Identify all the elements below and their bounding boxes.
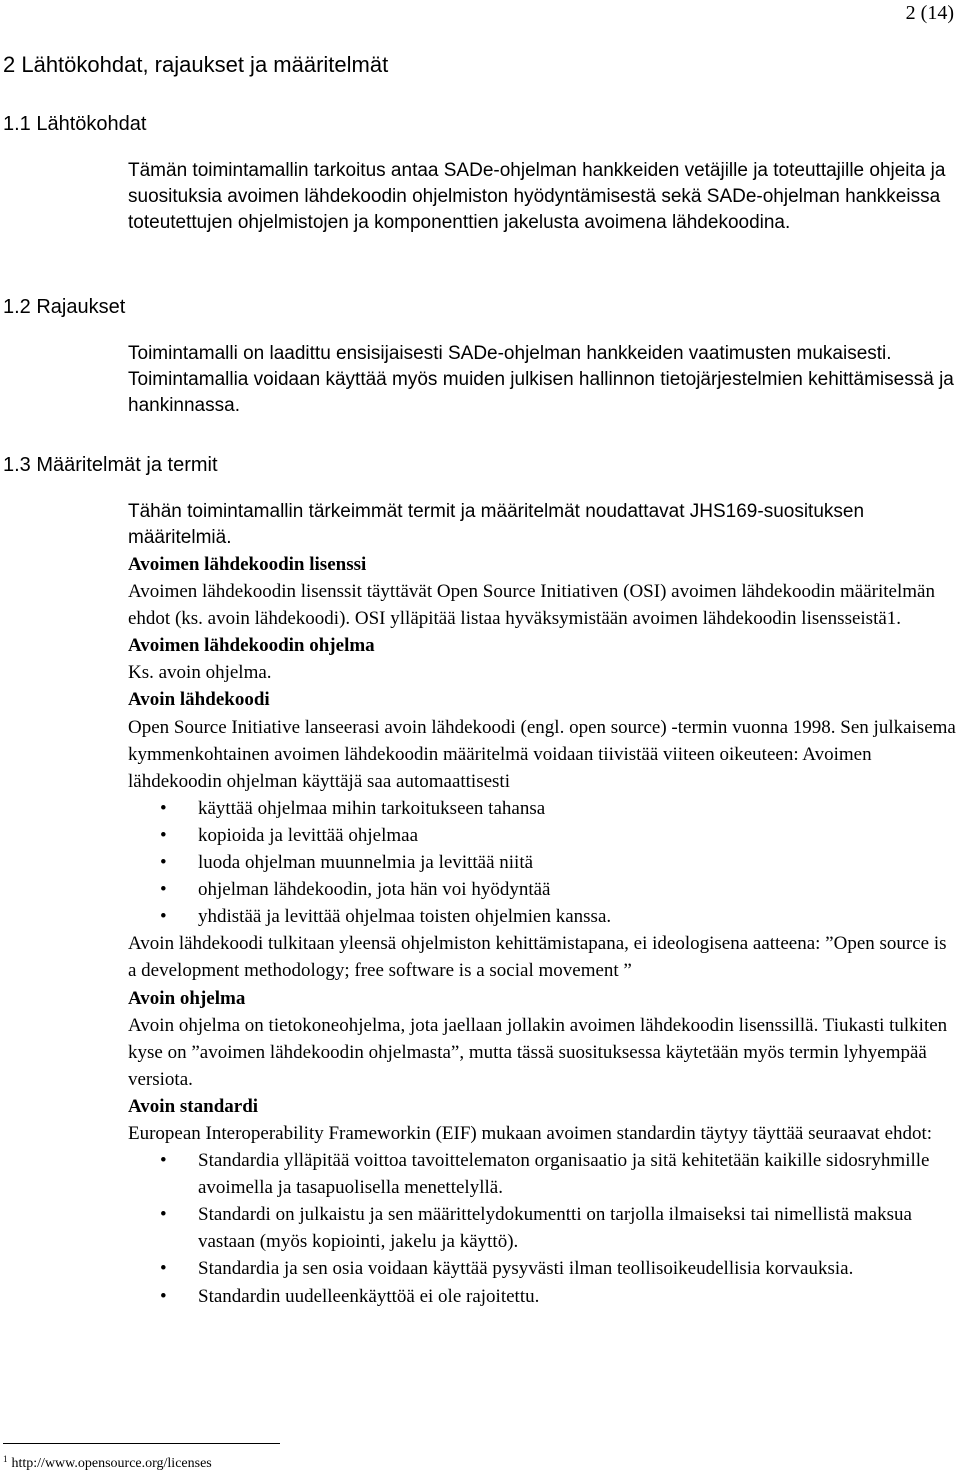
bullet-icon: •: [160, 824, 167, 846]
term-title-standard: Avoin standardi: [128, 1095, 259, 1117]
term-after-opensource: Avoin lähdekoodi tulkitaan yleensä ohjelmiston kehittämistapana, ei ideologisena aatteena: ”Open source is a development methodology; free software is a social movement ”: [128, 933, 947, 982]
bullet-icon: •: [160, 1285, 167, 1307]
term-text-standard: European Interoperability Frameworkin (EIF) mukaan avoimen standardin täytyy täyttää seuraavat ehdot:: [128, 1122, 933, 1144]
term-text-license: Avoimen lähdekoodin lisenssit täyttävät Open Source Initiativen (OSI) avoimen lähdekoodin määritelmän ehdot (ks. avoin lähdekoodi). OSI ylläpitää listaa hyväksymistään avoimen lähdekoodin lisensseistä1.: [128, 581, 935, 630]
list-item: • yhdistää ja levittää ohjelmaa toisten ohjelmien kanssa.: [128, 903, 958, 930]
bullet-icon: •: [160, 852, 167, 874]
bullet-icon: •: [160, 906, 167, 928]
opensource-rights-list: [128, 795, 958, 930]
page-number: 2 (14): [905, 2, 954, 24]
bullet-icon: •: [160, 1204, 167, 1226]
list-item: • käyttää ohjelmaa mihin tarkoitukseen tahansa: [128, 795, 958, 822]
definitions-block: [128, 551, 958, 1310]
list-item: • ohjelman lähdekoodin, jota hän voi hyödyntää: [128, 876, 958, 903]
section-heading-lahtokohdat: 1.1 Lähtökohdat: [3, 113, 147, 135]
list-item: • Standardia ylläpitää voittoa tavoittelematon organisaatio ja sitä kehitetään kaikille sidosryhmille avoimella ja tasapuolisella menettelyllä.: [128, 1147, 958, 1201]
list-item: • Standardi on julkaistu ja sen määrittelydokumentti on tarjolla ilmaiseksi tai nimellistä maksua vastaan (myös kopiointi, jakelu ja käyttö).: [128, 1201, 958, 1255]
bullet-icon: •: [160, 1150, 167, 1172]
list-item: • luoda ohjelman muunnelmia ja levittää niitä: [128, 849, 958, 876]
section-text-lahtokohdat: Tämän toimintamallin tarkoitus antaa SADe-ohjelman hankkeiden vetäjille ja toteuttajille ohjeita ja suosituksia avoimen lähdekoodin ohjelmiston hyödyntämisestä sekä SADe-ohjelman hankkeissa toteutettujen ohjelmistojen ja komponenttien jakelusta avoimena lähdekoodina.: [128, 160, 946, 233]
chapter-title: 2 Lähtökohdat, rajaukset ja määritelmät: [3, 52, 389, 77]
section-heading-maaritelmat: 1.3 Määritelmät ja termit: [3, 454, 218, 476]
term-title-license: Avoimen lähdekoodin lisenssi: [128, 554, 367, 575]
section-text-rajaukset: Toimintamalli on laadittu ensisijaisesti SADe-ohjelman hankkeiden vaatimusten mukaisesti. Toimintamallia voidaan käyttää myös muiden julkisen hallinnon tietojärjestelmien kehittämisessä ja hankinnassa.: [128, 343, 954, 416]
term-text-openprogram: Avoin ohjelma on tietokoneohjelma, jota jaellaan jollakin avoimen lähdekoodin lisenssillä. Tiukasti tulkiten kyse on ”avoimen lähdekoodin ohjelmasta”, mutta tässä suosituksessa käytetään myös termin lyhyempää versiota.: [128, 1014, 948, 1090]
term-title-openprogram: Avoin ohjelma: [128, 987, 246, 1009]
bullet-icon: •: [160, 797, 167, 819]
term-title-opensource: Avoin lähdekoodi: [128, 689, 270, 711]
list-item: • kopioida ja levittää ohjelmaa: [128, 822, 958, 849]
term-text-program: Ks. avoin ohjelma.: [128, 662, 272, 684]
footnote-link[interactable]: http://www.opensource.org/licenses: [11, 1456, 212, 1471]
section-heading-rajaukset: 1.2 Rajaukset: [3, 296, 126, 318]
list-item: • Standardin uudelleenkäyttöä ei ole rajoitettu.: [128, 1283, 958, 1310]
bullet-icon: •: [160, 1258, 167, 1280]
term-title-program: Avoimen lähdekoodin ohjelma: [128, 635, 375, 657]
footnote-mark: 1: [3, 1454, 8, 1464]
standard-conditions-list: [128, 1147, 958, 1310]
footnote: [3, 1454, 212, 1472]
section-intro-maaritelmat: Tähän toimintamallin tärkeimmät termit ja määritelmät noudattavat JHS169-suosituksen määritelmiä.: [128, 501, 865, 548]
footnote-divider: [3, 1443, 280, 1444]
list-item: • Standardia ja sen osia voidaan käyttää pysyvästi ilman teollisoikeudellisia korvauksia.: [128, 1255, 958, 1282]
bullet-icon: •: [160, 879, 167, 901]
term-text-opensource: Open Source Initiative lanseerasi avoin lähdekoodi (engl. open source) -termin vuonna 1998. Sen julkaisema kymmenkohtainen avoimen lähdekoodin määritelmä voidaan tiivistää viiteen oikeuteen: Avoimen lähdekoodin ohjelman käyttäjä saa automaattisesti: [128, 716, 956, 792]
